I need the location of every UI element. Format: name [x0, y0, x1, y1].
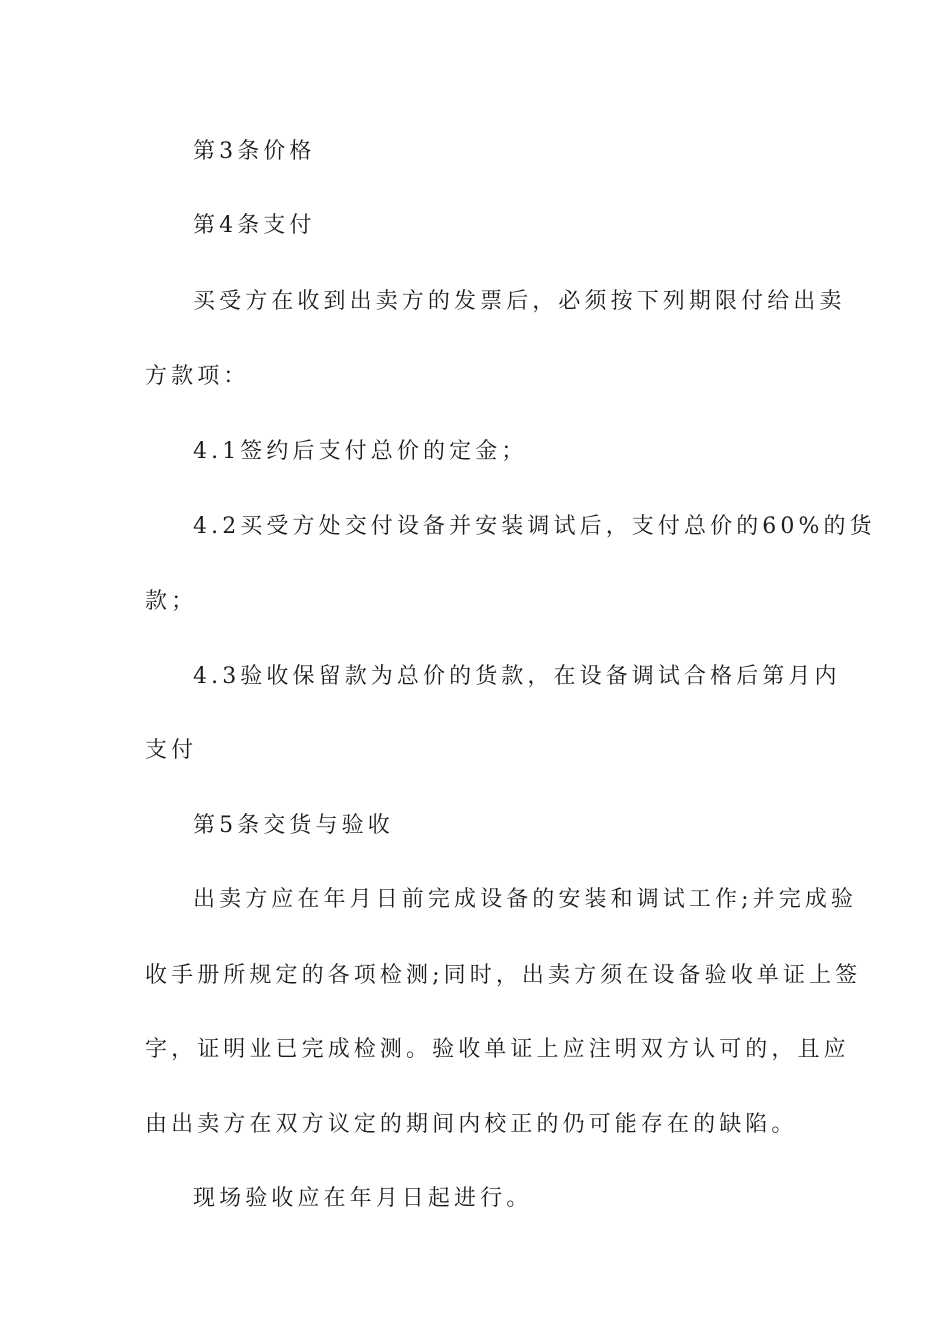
- paragraph-line: 支付: [145, 738, 198, 763]
- clause-4-1: 4.1签约后支付总价的定金；: [193, 439, 528, 464]
- paragraph-line: 字，证明业已完成检测。验收单证上应注明双方认可的，且应: [145, 1037, 850, 1062]
- article-3-heading: 第3条价格: [193, 139, 316, 164]
- paragraph-line: 由出卖方在双方议定的期间内校正的仍可能存在的缺陷。: [145, 1112, 798, 1137]
- article-4-heading: 第4条支付: [193, 213, 316, 238]
- paragraph-line: 现场验收应在年月日起进行。: [193, 1186, 533, 1211]
- paragraph-line: 出卖方应在年月日前完成设备的安装和调试工作;并完成验: [193, 887, 858, 912]
- clause-4-3: 4.3验收保留款为总价的货款，在设备调试合格后第月内: [193, 664, 841, 689]
- paragraph-line: 款；: [145, 589, 198, 614]
- article-5-heading: 第5条交货与验收: [193, 813, 394, 838]
- paragraph-line: 收手册所规定的各项检测;同时，出卖方须在设备验收单证上签: [145, 963, 862, 988]
- paragraph-line: 买受方在收到出卖方的发票后，必须按下列期限付给出卖: [193, 289, 846, 314]
- paragraph-line: 方款项：: [145, 364, 250, 389]
- clause-4-2: 4.2买受方处交付设备并安装调试后，支付总价的60%的货: [193, 514, 876, 539]
